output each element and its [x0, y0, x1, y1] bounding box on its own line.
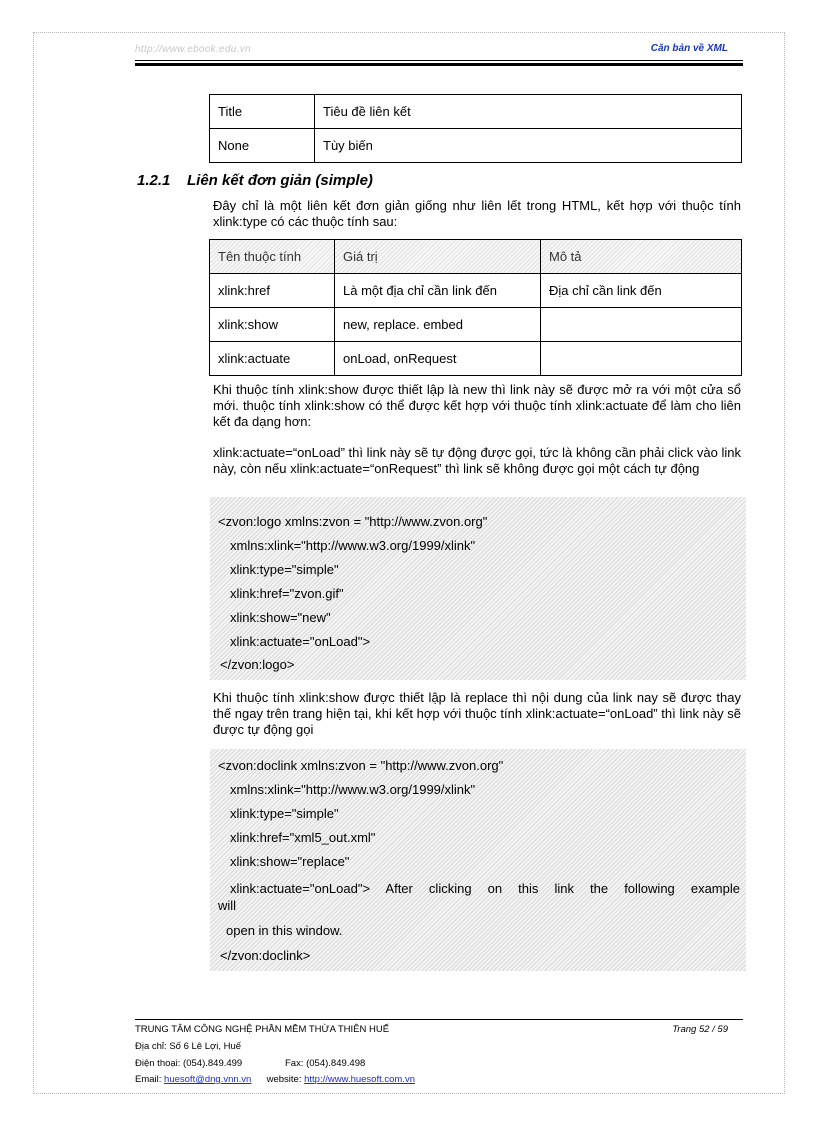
footer-fax: Fax: (054).849.498 — [285, 1058, 366, 1069]
code-line: xlink:show="new" — [230, 610, 331, 625]
code-line: xlink:href="xml5_out.xml" — [230, 830, 376, 845]
code-line: xlink:actuate="onLoad"> — [230, 634, 371, 649]
table-cell: xlink:href — [210, 274, 335, 308]
code-line: xmlns:xlink="http://www.w3.org/1999/xlink" — [230, 538, 476, 553]
table-cell — [541, 308, 742, 342]
code-line: </zvon:logo> — [220, 657, 295, 672]
section-number: 1.2.1 — [137, 172, 171, 189]
column-header: Tên thuộc tính — [210, 240, 335, 274]
code-line: xlink:actuate="onLoad"> After clicking on this link the following example — [230, 881, 740, 896]
table-cell: xlink:show — [210, 308, 335, 342]
footer-phone: Điện thoại: (054).849.499 — [135, 1058, 243, 1069]
code-line: will — [218, 898, 237, 913]
table-cell: Tùy biến — [315, 129, 742, 163]
email-label: Email: — [135, 1074, 162, 1085]
table-cell: Địa chỉ cần link đến — [541, 274, 742, 308]
paragraph-intro: Đây chỉ là một liên kết đơn giản giống như liên lết trong HTML, kết hợp với thuộc tính xlink:type có các thuộc tính sau: — [213, 198, 741, 229]
code-line: xlink:type="simple" — [230, 562, 339, 577]
table-row — [210, 342, 742, 376]
footer-rule — [135, 1019, 743, 1020]
paragraph-actuate: xlink:actuate=“onLoad” thì link này sẽ tự động được gọi, tức là không cần phải click vào link này, còn nếu xlink:actuate=“onRequest” thì link sẽ không được gọi một cách tự động — [213, 445, 741, 476]
code-line: xlink:type="simple" — [230, 806, 339, 821]
header-title: Căn bản về XML — [650, 43, 728, 54]
code-block-doclink — [210, 749, 746, 971]
header-rule-thick — [135, 63, 743, 66]
table-cell: xlink:actuate — [210, 342, 335, 376]
code-line: xlink:href="zvon.gif" — [230, 586, 344, 601]
attribute-values-table — [209, 94, 742, 163]
paragraph-show-replace: Khi thuộc tính xlink:show được thiết lập là replace thì nội dung của link nay sẽ được thay thế ngay trên trang hiện tại, khi kết hợp với thuộc tính xlink:actuate=“onLoad” thì link này sẽ được tự động gọi — [213, 690, 741, 737]
code-line: xlink:show="replace" — [230, 854, 350, 869]
table-cell: None — [210, 129, 315, 163]
header-url: http://www.ebook.edu.vn — [135, 44, 251, 55]
footer-org: TRUNG TÂM CÔNG NGHỆ PHẦN MỀM THỪA THIÊN HUẾ — [135, 1024, 390, 1035]
table-cell: onLoad, onRequest — [335, 342, 541, 376]
code-line: <zvon:doclink xmlns:zvon = "http://www.zvon.org" — [218, 758, 504, 773]
section-title: Liên kết đơn giản (simple) — [187, 172, 373, 189]
table-header-row — [210, 240, 742, 274]
code-block-logo — [210, 497, 746, 680]
page-number: Trang 52 / 59 — [672, 1024, 728, 1035]
section-heading — [137, 172, 373, 189]
table-cell: Tiêu đề liên kết — [315, 95, 742, 129]
table-cell: Title — [210, 95, 315, 129]
website-link[interactable]: http://www.huesoft.com.vn — [304, 1074, 416, 1085]
table-row — [210, 274, 742, 308]
column-header: Mô tả — [541, 240, 742, 274]
column-header: Giá trị — [335, 240, 541, 274]
code-line: <zvon:logo xmlns:zvon = "http://www.zvon.org" — [218, 514, 488, 529]
paragraph-show-new: Khi thuộc tính xlink:show được thiết lập là new thì link này sẽ được mở ra với một cửa sổ mới. thuộc tính xlink:show có thể được kết hợp với thuộc tính xlink:actuate để làm cho liên kết đa dạng hơn: — [213, 382, 741, 429]
table-row — [210, 129, 742, 163]
table-row — [210, 308, 742, 342]
code-line: </zvon:doclink> — [220, 948, 311, 963]
table-cell: Là một địa chỉ cần link đến — [335, 274, 541, 308]
table-cell: new, replace. embed — [335, 308, 541, 342]
code-line: open in this window. — [226, 923, 343, 938]
table-cell — [541, 342, 742, 376]
footer-contacts — [135, 1074, 415, 1085]
header-rule — [135, 60, 743, 61]
xlink-attributes-table — [209, 239, 742, 376]
email-link[interactable]: huesoft@dng.vnn.vn — [164, 1074, 252, 1085]
table-row — [210, 95, 742, 129]
footer-address: Địa chỉ: Số 6 Lê Lợi, Huế — [135, 1041, 242, 1052]
website-label: website: — [266, 1074, 302, 1085]
code-line: xmlns:xlink="http://www.w3.org/1999/xlink" — [230, 782, 476, 797]
